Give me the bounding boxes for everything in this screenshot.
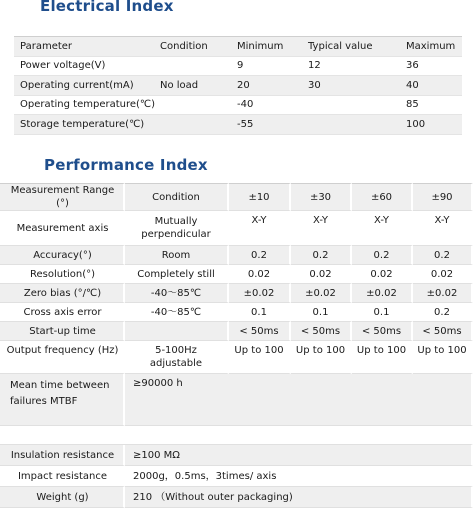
mtbf-value: ≥90000 h	[125, 374, 473, 426]
electrical-index-table	[14, 36, 462, 135]
cell: < 50ms	[413, 322, 473, 341]
cell: 12	[302, 56, 396, 76]
cell: -40	[231, 95, 302, 115]
condition-line: perpendicular	[141, 229, 211, 240]
row-label: Accuracy(°)	[0, 246, 125, 265]
cell: Operating current(mA)	[14, 76, 154, 96]
table-row	[0, 426, 473, 445]
table-row	[14, 56, 462, 76]
header-maximum: Maximum	[400, 37, 462, 57]
header-measurement-range: Measurement Range (°)	[0, 183, 125, 211]
table-header-row	[14, 37, 462, 57]
cell: ±0.02	[291, 284, 352, 303]
cell: X-Y	[229, 211, 291, 246]
cell: X-Y	[352, 211, 413, 246]
table-row	[0, 284, 473, 303]
cell: Up to 100	[352, 341, 413, 374]
cell: < 50ms	[291, 322, 352, 341]
cell: Up to 100	[229, 341, 291, 374]
label-line: Mean time between	[10, 380, 110, 391]
label-line: failures MTBF	[10, 396, 78, 407]
performance-index-title: Performance Index	[44, 156, 208, 174]
cell: 36	[400, 56, 462, 76]
cell: 0.2	[413, 303, 473, 322]
cell: 100	[400, 115, 462, 135]
cell: 20	[231, 76, 302, 96]
cell: ±0.02	[229, 284, 291, 303]
condition-line: Mutually	[154, 216, 198, 227]
row-label: Resolution(°)	[0, 265, 125, 284]
row-label: Measurement axis	[0, 211, 125, 246]
condition-cell	[125, 322, 229, 341]
table-row	[0, 374, 473, 426]
cell: ±0.02	[352, 284, 413, 303]
condition-cell	[125, 341, 229, 374]
cell: ±0.02	[413, 284, 473, 303]
row-label: Impact resistance	[0, 466, 125, 487]
table-row	[0, 265, 473, 284]
condition-line: adjustable	[149, 358, 203, 369]
cell: 0.02	[229, 265, 291, 284]
cell: 0.1	[291, 303, 352, 322]
header-range: ±10	[229, 183, 291, 211]
header-minimum: Minimum	[231, 37, 302, 57]
header-condition: Condition	[125, 183, 229, 211]
condition-cell: -40～85℃	[125, 303, 229, 322]
insulation-value: ≥100 MΩ	[125, 445, 473, 466]
cell: Up to 100	[291, 341, 352, 374]
header-typical: Typical value	[302, 37, 396, 57]
cell: 9	[231, 56, 302, 76]
cell: < 50ms	[229, 322, 291, 341]
row-label: Zero bias (°/℃)	[0, 284, 125, 303]
table-row	[0, 211, 473, 246]
header-parameter: Parameter	[14, 37, 154, 57]
condition-cell: Room	[125, 246, 229, 265]
cell: Operating temperature(℃)	[14, 95, 154, 115]
cell: Storage temperature(℃)	[14, 115, 154, 135]
cell: 0.02	[413, 265, 473, 284]
cell: Power voltage(V)	[14, 56, 154, 76]
row-label: Weight (g)	[0, 487, 125, 508]
spacer-row	[0, 426, 473, 445]
cell: 0.1	[352, 303, 413, 322]
cell	[154, 56, 231, 76]
table-header-row	[0, 183, 473, 211]
condition-line: 5-100Hz	[155, 345, 197, 356]
header-range: ±30	[291, 183, 352, 211]
cell: 0.02	[352, 265, 413, 284]
header-range: ±60	[352, 183, 413, 211]
table-row	[0, 487, 473, 508]
condition-cell	[125, 211, 229, 246]
cell: X-Y	[291, 211, 352, 246]
impact-value: 2000g，0.5ms，3times/ axis	[125, 466, 473, 487]
cell: 0.2	[413, 246, 473, 265]
cell: Up to 100	[413, 341, 473, 374]
table-row	[0, 246, 473, 265]
performance-index-table	[0, 183, 473, 508]
header-condition: Condition	[154, 37, 231, 57]
weight-value: 210 （Without outer packaging)	[125, 487, 473, 508]
header-range: ±90	[413, 183, 473, 211]
cell: -55	[231, 115, 302, 135]
table-row	[0, 445, 473, 466]
condition-cell: -40～85℃	[125, 284, 229, 303]
cell	[302, 95, 396, 115]
table-row	[0, 341, 473, 374]
row-label: Cross axis error	[0, 303, 125, 322]
table-row	[0, 303, 473, 322]
cell: 85	[400, 95, 462, 115]
table-row	[14, 95, 462, 115]
cell: < 50ms	[352, 322, 413, 341]
row-label: Start-up time	[0, 322, 125, 341]
cell: 0.1	[229, 303, 291, 322]
cell	[154, 115, 231, 135]
cell: 30	[302, 76, 396, 96]
electrical-index-title: Electrical Index	[40, 0, 174, 15]
cell: 0.02	[291, 265, 352, 284]
cell: X-Y	[413, 211, 473, 246]
cell	[302, 115, 396, 135]
cell	[154, 95, 231, 115]
cell: No load	[154, 76, 231, 96]
condition-cell: Completely still	[125, 265, 229, 284]
cell: 0.2	[352, 246, 413, 265]
cell: 0.2	[291, 246, 352, 265]
table-row	[14, 76, 462, 96]
table-row	[14, 115, 462, 135]
cell: 0.2	[229, 246, 291, 265]
table-row	[0, 322, 473, 341]
row-label: Output frequency (Hz)	[0, 341, 125, 374]
row-label: Insulation resistance	[0, 445, 125, 466]
cell: 40	[400, 76, 462, 96]
row-label-mtbf	[0, 374, 125, 426]
table-row	[0, 466, 473, 487]
